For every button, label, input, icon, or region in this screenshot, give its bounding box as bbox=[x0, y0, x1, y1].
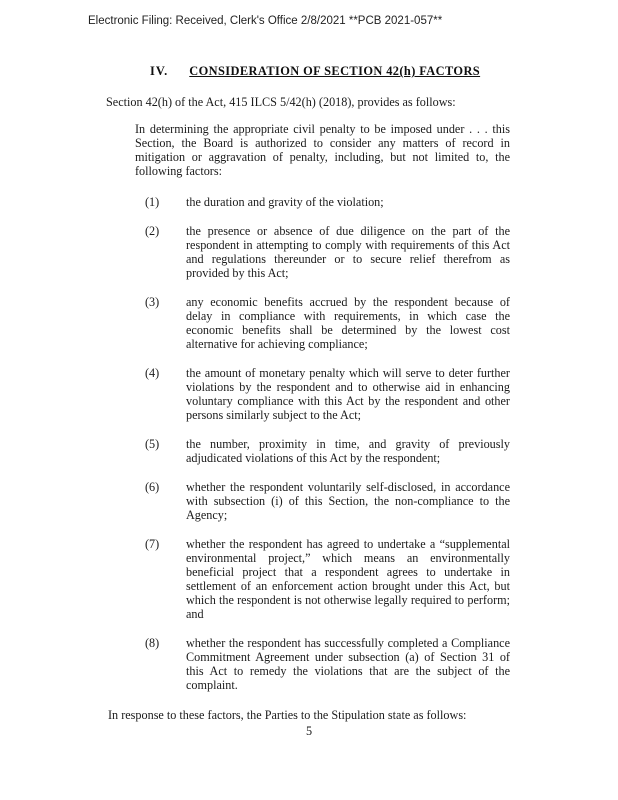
factor-text: any economic benefits accrued by the respondent because of delay in compliance with requirements, in which case the economic benefits shall be determined by the lowest cost alternative for achieving compliance; bbox=[186, 295, 510, 351]
factor-number: (1) bbox=[145, 195, 160, 209]
factor-text: whether the respondent has successfully completed a Compliance Commitment Agreement under subsection (a) of Section 31 of this Act to remedy the violations that are the subject of the complaint. bbox=[186, 636, 510, 692]
factor-item bbox=[145, 480, 618, 522]
factor-item bbox=[145, 537, 618, 621]
factor-number: (3) bbox=[145, 295, 160, 309]
factor-text: whether the respondent has agreed to undertake a “supplemental environmental project,” which means an environmentally beneficial project that a respondent agrees to undertake in settlement of an enforcement action brought under this Act, but which the respondent is not otherwise legally required to perform; and bbox=[186, 537, 510, 621]
factor-text: the amount of monetary penalty which will serve to deter further violations by the respondent and to otherwise aid in enhancing voluntary compliance with this Act by the respondent and other persons similarly subject to the Act; bbox=[186, 366, 510, 422]
factor-number: (2) bbox=[145, 224, 160, 238]
statute-quote-intro: In determining the appropriate civil penalty to be imposed under . . . this Section, the Board is authorized to consider any matters of record in mitigation or aggravation of penalty, including, but not limited to, the following factors: bbox=[135, 122, 510, 178]
factor-item bbox=[145, 224, 618, 280]
factor-number: (4) bbox=[145, 366, 160, 380]
factors-list bbox=[0, 195, 618, 692]
factor-text: whether the respondent voluntarily self-disclosed, in accordance with subsection (i) of this Section, the non-compliance to the Agency; bbox=[186, 480, 510, 522]
factor-item bbox=[145, 636, 618, 692]
factor-item bbox=[145, 366, 618, 422]
factor-number: (7) bbox=[145, 537, 160, 551]
factor-item bbox=[145, 437, 618, 465]
factor-item bbox=[145, 195, 618, 209]
factor-number: (8) bbox=[145, 636, 160, 650]
factor-text: the duration and gravity of the violation; bbox=[186, 195, 384, 209]
section-title bbox=[150, 64, 618, 78]
page-number: 5 bbox=[305, 724, 313, 738]
factor-text: the number, proximity in time, and gravity of previously adjudicated violations of this Act by the respondent; bbox=[186, 437, 510, 465]
intro-paragraph: Section 42(h) of the Act, 415 ILCS 5/42(h) (2018), provides as follows: bbox=[106, 95, 456, 109]
factor-item bbox=[145, 295, 618, 351]
factor-number: (6) bbox=[145, 480, 160, 494]
electronic-filing-header: Electronic Filing: Received, Clerk's Office 2/8/2021 **PCB 2021-057** bbox=[88, 15, 443, 27]
factor-number: (5) bbox=[145, 437, 160, 451]
factor-text: the presence or absence of due diligence on the part of the respondent in attempting to comply with requirements of this Act and regulations thereunder or to secure relief therefrom as provided by this Act; bbox=[186, 224, 510, 280]
closing-paragraph: In response to these factors, the Parties to the Stipulation state as follows: bbox=[108, 708, 467, 722]
section-title-text: CONSIDERATION OF SECTION 42(h) FACTORS bbox=[189, 64, 481, 78]
section-numeral: IV. bbox=[150, 64, 169, 78]
